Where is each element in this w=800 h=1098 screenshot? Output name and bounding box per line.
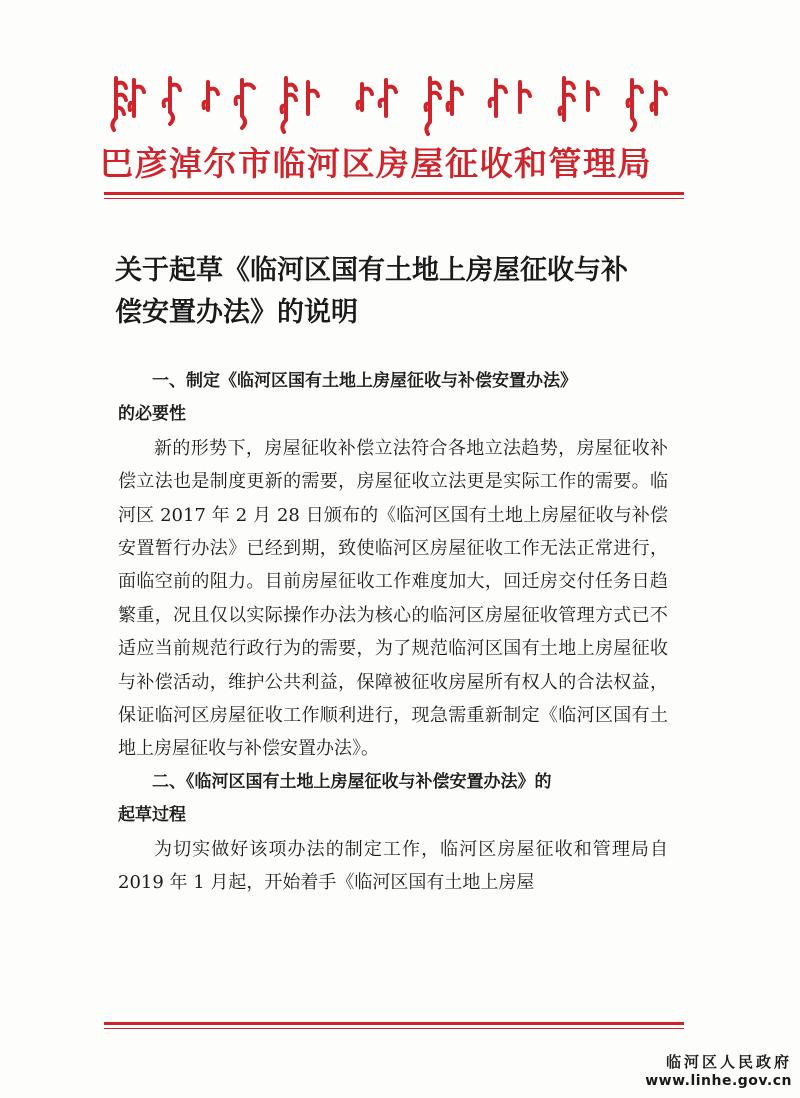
agency-name-letterhead: 巴彦淖尔市临河区房屋征收和管理局 — [100, 144, 652, 183]
document-title-line-2: 偿安置办法》的说明 — [115, 297, 358, 328]
footer-divider-thick — [104, 1022, 684, 1025]
section-2-heading-line-2: 起草过程 — [118, 805, 186, 826]
section-2-paragraph: 为切实做好该项办法的制定工作，临河区房屋征收和管理局自 2019 年 1 月起，开始着手《临河区国有土地上房屋 — [118, 838, 668, 894]
section-1-heading-continued — [118, 398, 668, 431]
mongolian-letterhead-script — [108, 70, 678, 140]
watermark-site-name: 临河区人民政府 — [665, 1053, 792, 1071]
section-1-heading — [118, 365, 668, 398]
footer-divider-thin — [104, 1028, 684, 1029]
section-1-heading-line-1: 一、制定《临河区国有土地上房屋征收与补偿安置办法》 — [152, 371, 577, 391]
letterhead-divider-thin — [104, 198, 684, 199]
section-2-heading — [118, 766, 668, 799]
section-1-paragraph: 新的形势下，房屋征收补偿立法符合各地立法趋势，房屋征收补偿立法也是制度更新的需要，房屋征收立法更是实际工作的需要。临河区 2017 年 2 月 28 日颁布的《临河区国有土地上房屋征收与补偿安置暂行办法》已经到期，致使临河区房屋征收工作无法正常进行，面临空前的阻力。目前房屋征收工作难度加大，回迁房交付任务日趋繁重，况且仅以实际操作办法为核心的临河区房屋征收管理方式已不适应当前规范行政行为的需要，为了规范临河区国有土地上房屋征收与补偿活动，维护公共利益，保障被征收房屋所有权人的合法权益，保证临河区房屋征收工作顺利进行，现急需重新制定《临河区国有土地上房屋征收与补偿安置办法》。 — [118, 437, 668, 760]
site-watermark — [645, 1052, 792, 1090]
document-title — [115, 250, 690, 334]
document-title-line-1: 关于起草《临河区国有土地上房屋征收与补 — [115, 255, 628, 286]
section-2-heading-line-1: 二、《临河区国有土地上房屋征收与补偿安置办法》的 — [152, 771, 552, 792]
document-body — [118, 365, 668, 900]
section-1-heading-line-2: 的必要性 — [118, 404, 186, 425]
watermark-site-url: www.linhe.gov.cn — [645, 1073, 792, 1089]
letterhead-divider-thick — [104, 192, 684, 195]
section-2-heading-continued — [118, 799, 668, 832]
